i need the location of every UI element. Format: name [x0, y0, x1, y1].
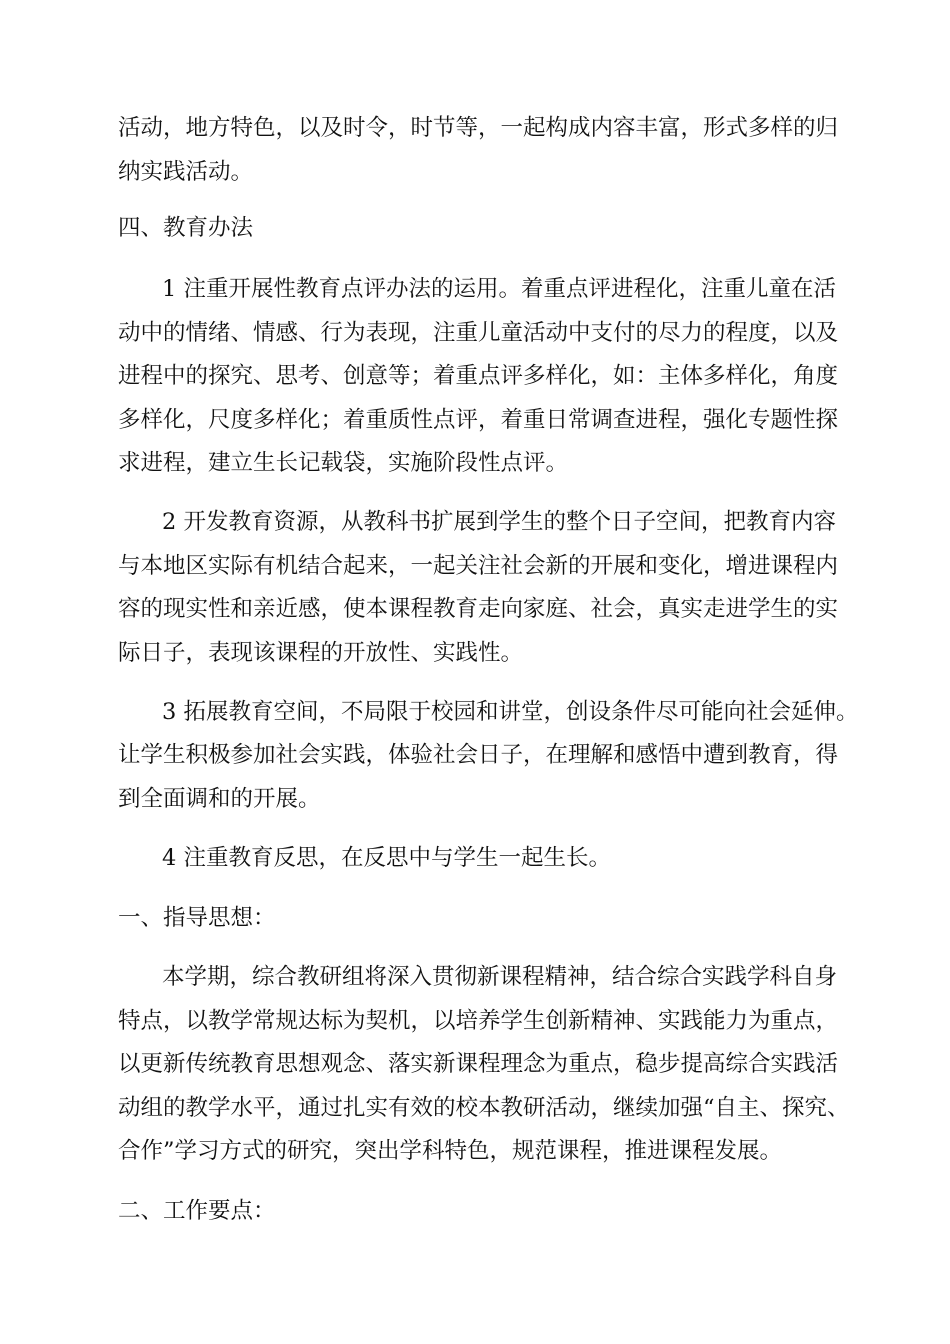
text-line: 4 注重教育反思，在反思中与学生一起生长。: [162, 845, 611, 871]
text-line: 求进程，建立生长记载袋，实施阶段性点评。: [118, 450, 569, 476]
text-line: 特点，以教学常规达标为契机，以培养学生创新精神、实践能力为重点，: [118, 1008, 839, 1034]
text-line: 与本地区实际有机结合起来，一起关注社会新的开展和变化，增进课程内: [118, 553, 839, 579]
text-line: 合作”学习方式的研究，突出学科特色，规范课程，推进课程发展。: [118, 1138, 783, 1164]
text-line: 际日子，表现该课程的开放性、实践性。: [118, 640, 524, 666]
text-line: 多样化，尺度多样化；着重质性点评，着重日常调查进程，强化专题性探: [118, 407, 839, 433]
text-line: 3 拓展教育空间，不局限于校园和讲堂，创设条件尽可能向社会延伸。: [162, 699, 859, 725]
text-line: 容的现实性和亲近感，使本课程教育走向家庭、社会，真实走进学生的实: [118, 596, 839, 622]
section-heading: 一、指导思想：: [118, 905, 276, 931]
text-line: 1 注重开展性教育点评办法的运用。着重点评进程化，注重儿童在活: [162, 276, 836, 302]
text-line: 纳实践活动。: [118, 159, 254, 185]
text-line: 2 开发教育资源，从教科书扩展到学生的整个日子空间，把教育内容: [162, 509, 836, 535]
section-heading: 四、教育办法: [118, 215, 254, 241]
text-line: 动中的情绪、情感、行为表现，注重儿童活动中支付的尽力的程度，以及: [118, 320, 839, 346]
text-line: 以更新传统教育思想观念、落实新课程理念为重点，稳步提高综合实践活: [118, 1051, 839, 1077]
text-line: 本学期，综合教研组将深入贯彻新课程精神，结合综合实践学科自身: [162, 964, 838, 990]
section-heading: 二、工作要点：: [118, 1198, 276, 1224]
text-line: 到全面调和的开展。: [118, 786, 321, 812]
text-line: 活动，地方特色，以及时令，时节等，一起构成内容丰富，形式多样的归: [118, 115, 839, 141]
text-line: 动组的教学水平，通过扎实有效的校本教研活动，继续加强“自主、探究、: [118, 1095, 850, 1121]
text-line: 进程中的探究、思考、创意等；着重点评多样化，如：主体多样化，角度: [118, 363, 839, 389]
text-line: 让学生积极参加社会实践，体验社会日子，在理解和感悟中遭到教育，得: [118, 742, 839, 768]
